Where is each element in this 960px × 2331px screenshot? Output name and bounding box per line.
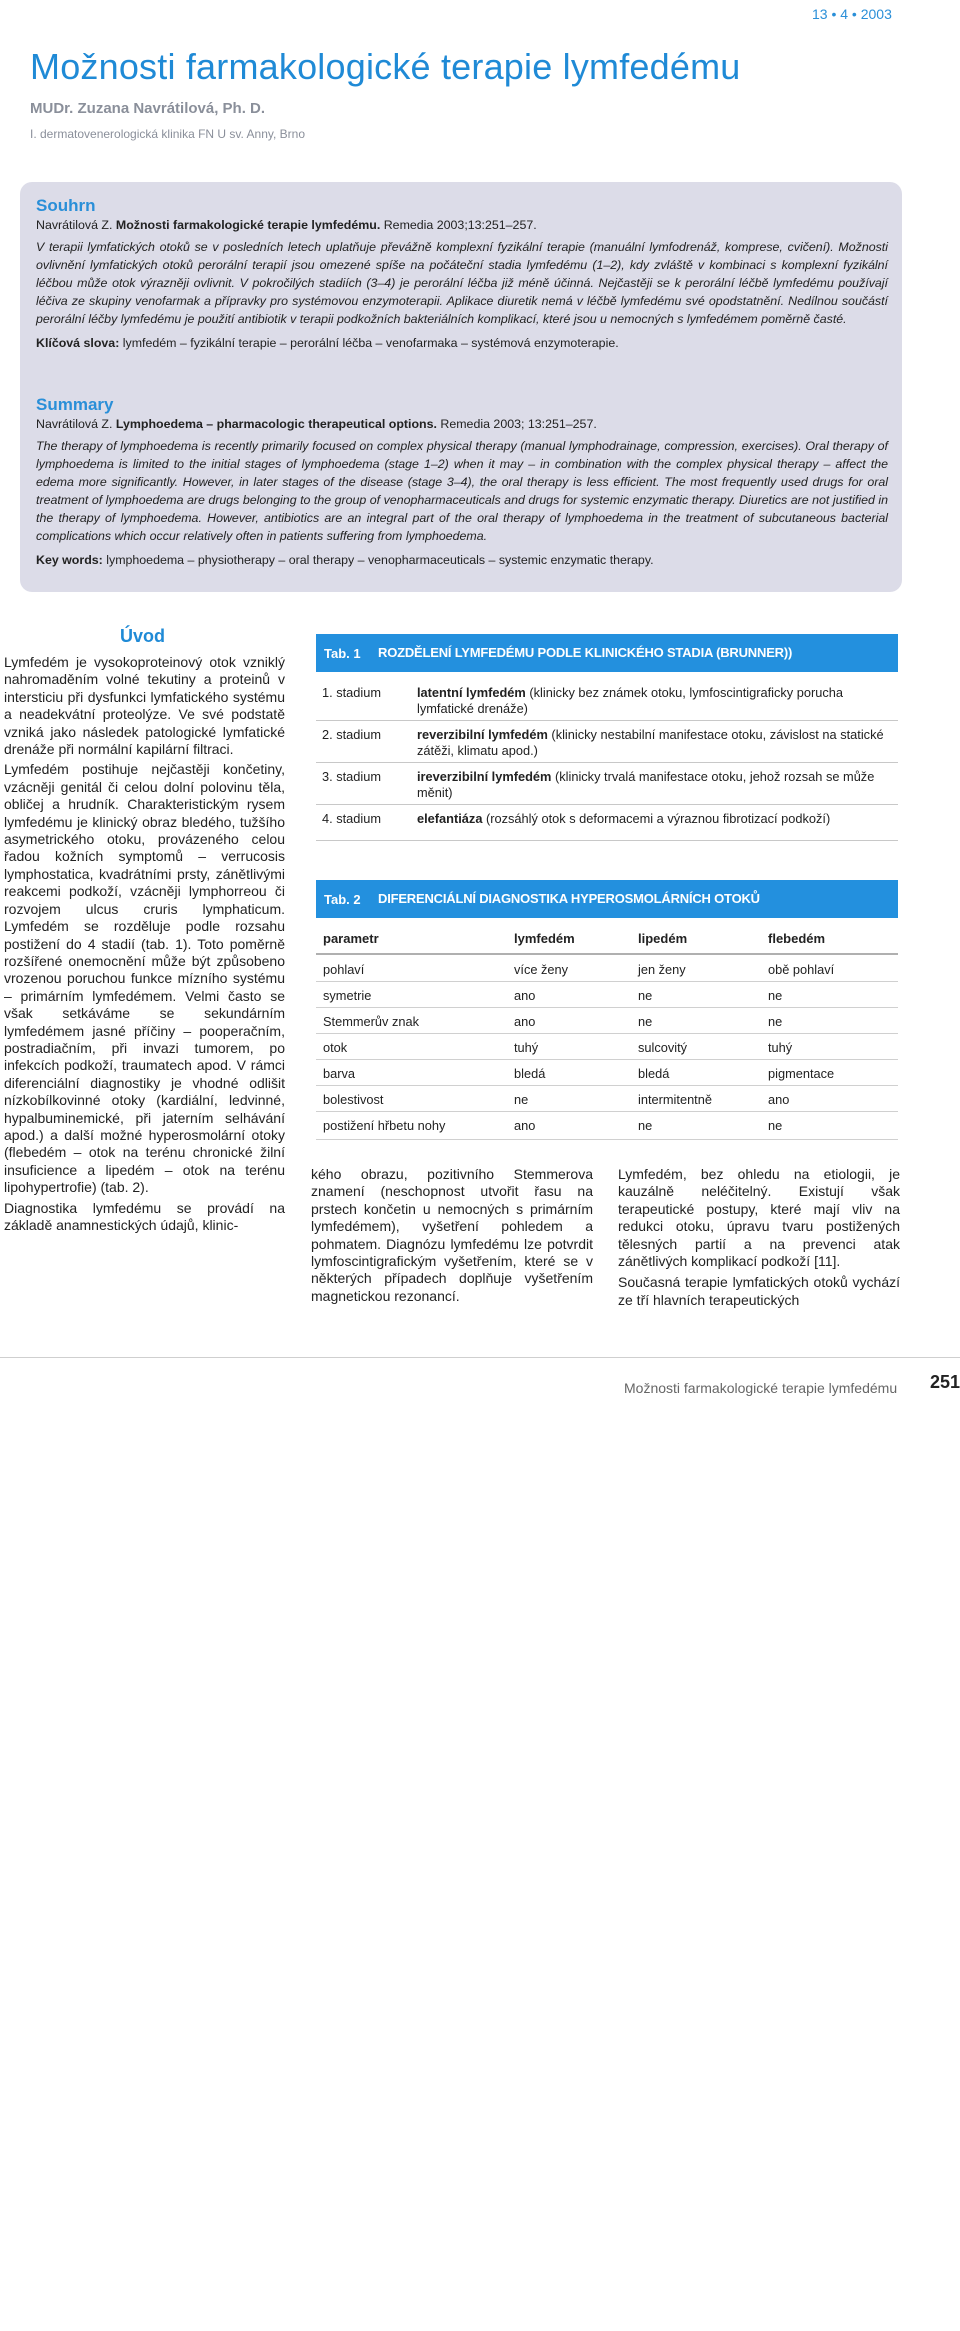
table2-cell: ne (514, 1092, 529, 1107)
authors: MUDr. Zuzana Navrátilová, Ph. D. (30, 100, 266, 117)
table2-cell: tuhý (768, 1040, 793, 1055)
table2-cell: ano (514, 988, 536, 1003)
souhrn-citation-author: Navrátilová Z. (36, 218, 116, 232)
table2-header-cell: flebedém (768, 931, 826, 946)
souhrn-keywords-label: Klíčová slova: (36, 336, 120, 350)
table1-stage: 1. stadium (322, 685, 382, 700)
middle-column (311, 1166, 593, 1305)
table2-divider (316, 1059, 898, 1060)
table1-detail: (klinicky nestabilní manifestace otoku, závislost na statické zátěži, klimatu apod.) (417, 727, 884, 758)
summary-citation-author: Navrátilová Z. (36, 417, 116, 431)
souhrn-citation (36, 216, 888, 234)
table1-description (417, 769, 887, 801)
summary-text: The therapy of lymphoedema is recently primarily focused on complex physical therapy (manual lymphodrainage, compression, exercises). Oral therapy of lymphoedema is limited to the initial stages of lymphoedema (stage 1–2) when it may – in combination with the complex physical therapy – affect the edema more significantly. However, in later stages of the disease (stage 3–4), the oral therapy is less efficient. The most frequently used drugs for oral treatment of lymphoedema are drugs belonging to the group of venopharmaceuticals and drugs for systemic enzymatic therapy. Diuretics are not justified in the therapy of lymphoedema. However, antibiotics are an integral part of the oral therapy of lymphoedema in the treatment of subcutaneous bacterial complications which occur relatively often in patients suffering from lymphoedema. (36, 439, 888, 543)
uvod-paragraph-1: Lymfedém je vysokoproteinový otok vzniklý nahromaděním volné tekutiny a proteinů v intersticiu při dysfunkci lymfatického systému a neadekvátní proteolýze. Ve své podstatě vzniká jako následek patologické lymfatické drenáže při normální kapilární filtraci. (4, 654, 285, 758)
table2-divider (316, 1007, 898, 1008)
souhrn-text: V terapii lymfatických otoků se v posledních letech uplatňuje převážně komplexní fyzikální terapie (manuální lymfodrenáž, komprese, cvičení). Možnosti ovlivnění lymfatických otoků perorální terapií jsou omezené spíše na počáteční stadia lymfedému (1–2), kdy zvláště v kombinaci s komplexní fyzikální léčbou může otok výrazněji ovlivnit. V pokročilých stadiích (3–4) je perorální léčba již méně účinná. Nejčastěji se k perorální léčbě lymfedému používají léčiva ze skupiny venofarmak a přípravky pro systémovou enzymoterapii. Aplikace diuretik nemá v léčbě lymfedému své opodstatnění. Nedílnou součástí perorální léčby lymfedému je použití antibiotik v terapii podkožních bakteriálních komplikací, které jsou u nemocných s lymfedémem poměrně časté. (36, 240, 888, 326)
summary-keywords (36, 551, 888, 569)
page-number: 251 (930, 1372, 960, 1392)
souhrn-keywords-text: lymfedém – fyzikální terapie – perorální léčba – venofarmaka – systémová enzymoterapie. (119, 336, 619, 350)
table2-cell: ano (768, 1092, 790, 1107)
table2-header-cell: lipedém (638, 931, 688, 946)
souhrn-keywords (36, 334, 888, 352)
table2-cell: ne (638, 988, 653, 1003)
table2-cell: bolestivost (323, 1092, 384, 1107)
table2-divider (316, 1085, 898, 1086)
summary-heading: Summary (36, 395, 114, 414)
table1-stage: 3. stadium (322, 769, 382, 784)
summary-citation-title: Lymphoedema – pharmacologic therapeutical options. (115, 417, 437, 431)
table2-header-cell: lymfedém (514, 931, 575, 946)
summary-keywords-text: lymphoedema – physiotherapy – oral therapy – venopharmaceuticals – systemic enzymatic therapy. (102, 553, 654, 567)
summary-keywords-label: Key words: (36, 553, 103, 567)
table2-divider (316, 1033, 898, 1034)
souhrn-citation-title: Možnosti farmakologické terapie lymfedému. (115, 218, 381, 232)
table2-cell: bledá (514, 1066, 546, 1081)
table2-cell: Stemmerův znak (323, 1014, 420, 1029)
right-column (618, 1166, 900, 1309)
table2-cell: barva (323, 1066, 356, 1081)
uvod-paragraph-2: Lymfedém postihuje nejčastěji končetiny, vzácněji genitál či celou dolní polovinu těla, obličej a hrudník. Charakteristickým rysem lymfedému je klinický obraz bledého, tužšího asymetrického otoku, provázeného celou řadou kožních symptomů – verrucosis lymphostatica, kvadrátními prsty, zánětlivými reakcemi podkoží, vzácněji lymphorreou či rozvojem ulcus cruris lymphaticum. Lymfedém se rozděluje podle rozsahu postižení do 4 stadií (tab. 1). Toto poměrně rozšířené onemocnění může být způsobeno vrozenou poruchou funkce mízního systému – primárním lymfedémem. Velmi často se však setkáváme se sekundárním lymfedémem jasné příčiny – pooperačním, postradiačním, při invazi tumorem, po infekcích podkoží, traumatech apod. V rámci diferenciální diagnostiky je vhodné odlišit nízkobílkovinné otoky (kardiální, ledvinné, hypalbuminemické, při jaterním selhávání apod.) a další možné hyperosmolární otoky (flebedém – otok na terénu chronické žilní insuficience a lipedém – otok na terénu lipohypertrofie) (tab. 2). (4, 761, 285, 1196)
table2-cell: intermitentně (638, 1092, 712, 1107)
table2-cell: ano (514, 1014, 536, 1029)
table2-cell: pigmentace (768, 1066, 835, 1081)
table1-title: ROZDĚLENÍ LYMFEDÉMU PODLE KLINICKÉHO STADIA (BRUNNER)) (378, 645, 793, 660)
table2-cell: obě pohlaví (768, 962, 835, 977)
table1-divider (316, 840, 898, 841)
table2-divider (316, 981, 898, 982)
table1-term: elefantiáza (417, 811, 483, 826)
table2-cell: ne (638, 1118, 653, 1133)
table2-cell: symetrie (323, 988, 372, 1003)
table1-description (417, 811, 887, 827)
table2-cell: tuhý (514, 1040, 539, 1055)
souhrn-heading: Souhrn (36, 196, 96, 215)
issue-number: 13 • 4 • 2003 (812, 6, 892, 22)
summary-citation-rest: Remedia 2003; 13:251–257. (436, 417, 597, 431)
table1-detail: (klinicky bez známek otoku, lymfoscintigraficky porucha lymfatické drenáže) (417, 685, 844, 716)
table2-header (316, 880, 898, 918)
uvod-paragraph-4: kého obrazu, pozitivního Stemmerova znamení (neschopnost utvořit řasu na prstech končetin u nemocných s primárním lymfedémem), vyšetření pohledem a pohmatem. Diagnózu lymfedému lze potvrdit lymfoscintigrafickým vyšetřením, které se v některých případech doplňuje vyšetřením magnetickou rezonancí. (311, 1166, 593, 1304)
table2-title: DIFERENCIÁLNÍ DIAGNOSTIKA HYPEROSMOLÁRNÍCH OTOKŮ (378, 891, 760, 906)
table2-cell: bledá (638, 1066, 670, 1081)
table2-divider (316, 1139, 898, 1140)
summary-citation (36, 415, 888, 433)
footer-title: Možnosti farmakologické terapie lymfedému (624, 1380, 898, 1396)
footer-rule (0, 1357, 960, 1358)
table1-header (316, 634, 898, 672)
table1-stage: 4. stadium (322, 811, 382, 826)
uvod-heading: Úvod (120, 626, 165, 646)
table1-detail: (rozsáhlý otok s deformacemi a výraznou fibrotizací podkoží) (482, 811, 831, 826)
uvod-paragraph-6: Současná terapie lymfatických otoků vychází ze tří hlavních terapeutických (618, 1274, 900, 1308)
table1-label: Tab. 1 (324, 646, 361, 661)
souhrn-citation-rest: Remedia 2003;13:251–257. (380, 218, 537, 232)
summary-section (36, 395, 888, 569)
table2-cell: ano (514, 1118, 536, 1133)
table2-cell: ne (768, 988, 783, 1003)
table2-divider (316, 1111, 898, 1112)
souhrn-section (36, 196, 888, 352)
table2-cell: ne (768, 1118, 783, 1133)
table1-stage: 2. stadium (322, 727, 382, 742)
table1-detail: (klinicky trvalá manifestace otoku, jehož rozsah se může měnit) (417, 769, 875, 800)
affiliation: I. dermatovenerologická klinika FN U sv. Anny, Brno (30, 127, 306, 141)
table1-term: latentní lymfedém (417, 685, 526, 700)
table1-divider (316, 720, 898, 721)
table2-cell: jen ženy (638, 962, 686, 977)
table2-cell: ne (768, 1014, 783, 1029)
table2-header-cell: parametr (323, 931, 379, 946)
table2-cell: více ženy (514, 962, 569, 977)
table2-cell: sulcovitý (638, 1040, 688, 1055)
table1-description (417, 685, 887, 717)
table1-term: reverzibilní lymfedém (417, 727, 548, 742)
table2-cell: otok (323, 1040, 348, 1055)
uvod-paragraph-3: Diagnostika lymfedému se provádí na základě anamnestických údajů, klinic- (4, 1199, 285, 1233)
uvod-paragraph-5: Lymfedém, bez ohledu na etiologii, je kauzálně neléčitelný. Existují však terapeutické postupy, které mají vliv na redukci otoku, úpravu tvaru postižených tělesných partií a na prevenci atak zánětlivých komplikací podkoží [11]. (618, 1166, 900, 1270)
article-title: Možnosti farmakologické terapie lymfedému (30, 46, 741, 87)
table2-body (316, 931, 898, 2331)
table1-divider (316, 804, 898, 805)
table2-cell: ne (638, 1014, 653, 1029)
table2-header-rule (316, 953, 898, 955)
table2-cell: postižení hřbetu nohy (323, 1118, 446, 1133)
table1-term: ireverzibilní lymfedém (417, 769, 552, 784)
left-column (4, 654, 285, 1234)
table2-cell: pohlaví (323, 962, 365, 977)
table1-divider (316, 762, 898, 763)
table2-label: Tab. 2 (324, 892, 361, 907)
table1-description (417, 727, 887, 759)
